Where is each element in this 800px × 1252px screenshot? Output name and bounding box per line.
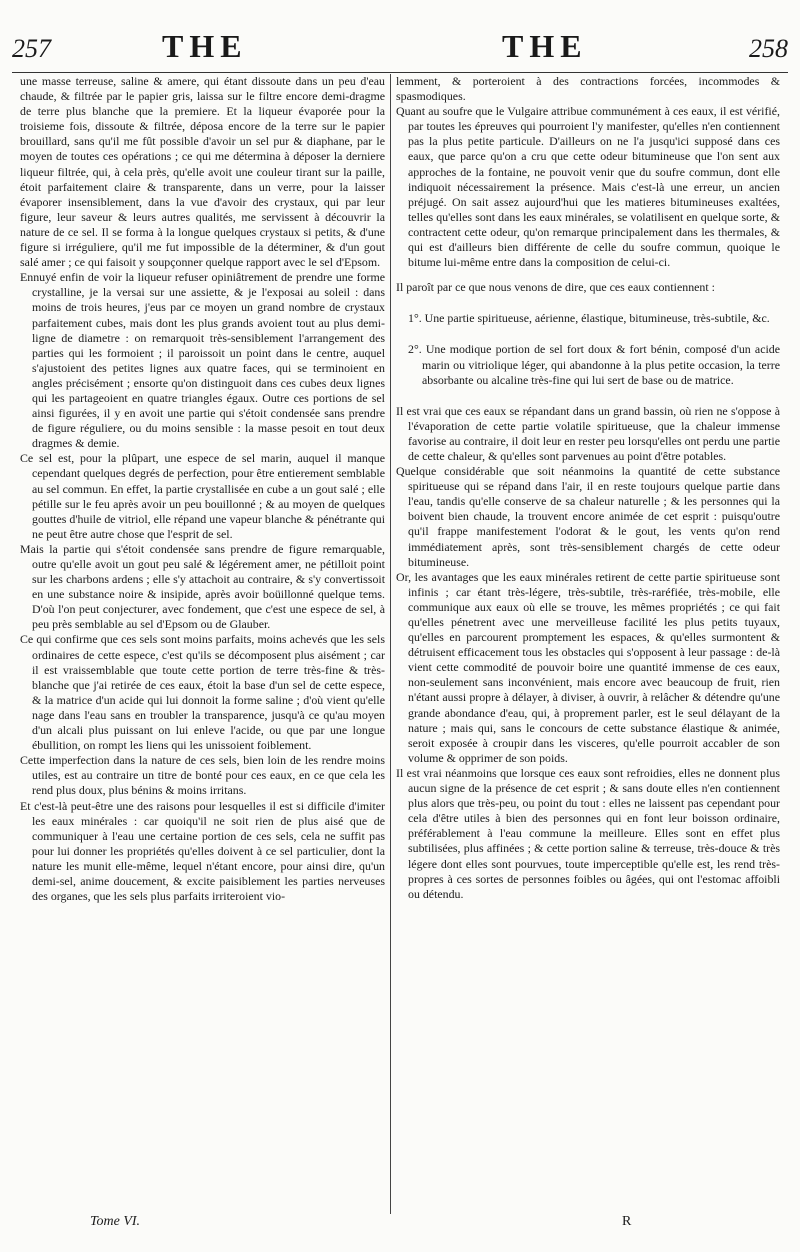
signature-mark: R xyxy=(622,1214,632,1229)
paragraph: Il est vrai que ces eaux se répandant dans un grand bassin, où rien ne s'oppose à l'évaporation de cette partie volatile spiritueuse, que la chaleur immense favorise au contraire, il doit leur en rester peu lorsqu'elles ont perdu une partie de cette chaleur, & qu'elles sont parvenues au point d'être potables. xyxy=(396,403,780,463)
page-number-right: 258 xyxy=(749,34,788,63)
column-divider xyxy=(390,74,391,1214)
paragraph: Mais la partie qui s'étoit condensée sans prendre de figure remarquable, outre qu'elle avoit un gout peu salé & légérement amer, ne pétilloit point sur les charbons ardens ; elle s'y attachoit au contraire, & s'y convertissoit en une substance noire & insipide, après avoir boüillonné quelque tems. D'où l'on peut conjecturer, avec fondement, que c'est une espece de sel, à peu près semblable au sel d'Epsom ou de Glauber. xyxy=(20,541,385,632)
paragraph: Quelque considérable que soit néanmoins la quantité de cette substance spiritueuse qui se répand dans l'air, il en reste toujours quelque partie dans l'eau, tandis qu'elle conserve de sa chaleur naturelle ; & les personnes qui la boivent bien chaude, la trouvent encore animée de cet esprit : puisqu'outre qu'il frappe manifestement l'odorat & le gout, les vents qu'on rend immédiatement après, sont très-sensiblement chargés de cette odeur bitumineuse. xyxy=(396,464,780,569)
page-header xyxy=(12,28,788,73)
volume-label: Tome VI. xyxy=(90,1214,141,1229)
paragraph: Or, les avantages que les eaux minérales retirent de cette partie spiritueuse sont infinis ; car étant très-légere, très-subtile, très-raréfiée, très-mobile, elle communique aux eaux où elle se trouve, les mêmes propriétés ; ce qui fait qu'elles pénetrent avec une merveilleuse facilité les plus petits tuyaux, qu'elles en parcourent promptement les espaces, & qu'elles surmontent & détruisent efficacement tous les obstacles qui s'opposent à leur passage : de-là vient cette commodité de pouvoir boire une quantité immense de ces eaux, non-seulement sans inconvénient, mais encore avec beaucoup de fruit, rien n'étant aussi propre à délayer, à diviser, à ouvrir, à relâcher & détendre qu'une grande abondance d'eau, qui, à proprement parler, est le seul délayant de la nature ; mais qui, sans le concours de cette substance élastique & animée, seroit exposée à croupir dans les visceres, qu'elle pourroit accabler de son volume & opprimer de son poids. xyxy=(396,569,780,765)
paragraph: Il est vrai néanmoins que lorsque ces eaux sont refroidies, elles ne donnent plus aucun signe de la présence de cet esprit ; & sans doute elles n'en contiennent plus alors que très-peu, ou point du tout : elles ne laissent pas cependant pour cela d'être utiles à bien des personnes qui en font leur boisson ordinaire, préférablement à l'eau commune la meilleure. Elles sont en effet plus subtilisées, plus affinées ; & cette portion saline & terreuse, très-douce & très légere dont elles sont pourvues, toute imperceptible qu'elle est, les rend très-propres à ces sortes de personnes foibles ou âgées, qui ont l'estomac affoibli ou détendu. xyxy=(396,765,780,901)
paragraph: lemment, & porteroient à des contractions forcées, incommodes & spasmodiques. xyxy=(396,74,780,104)
paragraph: 2°. Une modique portion de sel fort doux & fort bénin, composé d'un acide marin ou vitriolique léger, qui abandonne à la plus petite occasion, la terre absorbante ou alcaline très-fine qui lui sert de base ou de matrice. xyxy=(408,342,780,387)
paragraph: Ce qui confirme que ces sels sont moins parfaits, moins achevés que les sels ordinaires de cette espece, c'est qu'ils se décomposent plus aisément ; car il est vraissemblable que toute cette portion de terre très-fine & très-blanche que j'ai retirée de ces eaux, étoit la base d'un sel de cette espece, & la matrice d'un acide qui lui donnoit la forme saline ; d'où vient qu'elle nage dans l'eau sans en troubler la transparence, jusqu'à ce qu'au moyen d'un alcali plus puissant on lui enleve l'acide, ou que par une longue ébullition, on rompt les liens qui les unissoient foiblement. xyxy=(20,632,385,753)
running-head-left: THE xyxy=(162,28,248,64)
page-footer xyxy=(12,1214,788,1236)
page-number-left: 257 xyxy=(12,34,51,63)
paragraph: Ce sel est, pour la plûpart, une espece de sel marin, auquel il manque cependant quelques degrés de perfection, pour être entierement semblable au sel commun. En effet, la partie crystallisée en cube a un gout salé ; elle pétille sur le feu après avoir un peu bouillonné ; & au moyen de quelques gouttes d'huile de vitriol, elle répand une vapeur blanche & pénétrante qui ne peut être autre chose que l'esprit de sel. xyxy=(20,451,385,541)
right-column xyxy=(396,74,780,902)
paragraph: Cette imperfection dans la nature de ces sels, bien loin de les rendre moins utiles, est au contraire un titre de bonté pour ces eaux, en ce que cela les rend plus doux, plus bénins & moins irritans. xyxy=(20,753,385,798)
paragraph: 1°. Une partie spiritueuse, aérienne, élastique, bitumineuse, très-subtile, &c. xyxy=(408,311,770,326)
left-column xyxy=(20,74,385,904)
paragraph: Quant au soufre que le Vulgaire attribue communément à ces eaux, il est vérifié, par toutes les épreuves qui pourroient l'y manifester, qu'elles n'en contiennent pas la plus petite particule. D'ailleurs on ne l'a jusqu'ici supposé dans ces eaux, que parce qu'on a cru que cette odeur bitumineuse que l'on sent aux approches de la fontaine, ne pouvoit venir que du soufre commun, dont elle indiquoit nécessairement la présence. Mais c'est-là une erreur, un ancien préjugé. On sait assez aujourd'hui que les matieres bitumineuses exaltées, telles qu'elles sont dans les eaux minérales, se volatilisent en quelque sorte, & contractent cette odeur, qu'on remarque principalement dans les thermales, & qui est d'ailleurs bien différente de celle du soufre commun, quoique le bitume lui-même entre dans la composition de celui-ci. xyxy=(396,104,780,270)
paragraph: une masse terreuse, saline & amere, qui étant dissoute dans un peu d'eau chaude, & filtrée par le papier gris, laissa sur le filtre encore demi-dragme de terre plus blanche que la premiere. Et la liqueur évaporée pour la troisieme fois, dissoute & filtrée, déposa encore de la terre sur le papier brouillard, sans qu'il me fût possible d'avoir un sel pur & diaphane, par le moyen de toutes ces opérations ; ce qui me détermina à déposer la derniere liqueur filtrée, qui, à cela près, qu'elle avoit une couleur tirant sur la paille, étoit parfaitement claire & transparente, dans un verre, pour la laisser évaporer insensiblement, dans la vue d'avoir des crystaux, qui par leur figure, leur saveur & leurs autres qualités, me servissent à découvrir la nature de ce sel. Il se forma à la longue quelques crystaux si petits, & d'une figure si irréguliere, qu'il me fut impossible de la déterminer, & d'un gout salé amer ; ce qui faisoit y soupçonner quelque rapport avec le sel d'Epsom. xyxy=(20,74,385,270)
paragraph: Ennuyé enfin de voir la liqueur refuser opiniâtrement de prendre une forme crystalline, je la versai sur une assiette, & je l'exposai au soleil : dans moins de trois heures, j'eus par ce moyen un grand nombre de crystaux parfaitement cubes, mais dont les plus grands avoient tout au plus demi-ligne de diametre : on remarquoit très-sensiblement l'arrangement des parties qui les formoient ; il paroissoit un point dans le centre, auquel s'ajustoient des petites lignes aux quatre faces, qui se terminoient en angles précisément ; ensorte qu'on distinguoit dans ces cubes deux lignes qui les partageoient en quatre triangles égaux. Outre ces portions de sel ainsi figurées, il y en avoit une partie qui s'étoit condensée sans prendre de figure réguliere, ou du moins sensible : la masse pesoit en tout deux dragmes & demie. xyxy=(20,270,385,451)
paragraph: Il paroît par ce que nous venons de dire, que ces eaux contiennent : xyxy=(396,280,715,295)
paragraph: Et c'est-là peut-être une des raisons pour lesquelles il est si difficile d'imiter les eaux minérales : car quoiqu'il ne soit rien de plus aisé que de communiquer à l'eau une certaine portion de ces sels, cela ne suffit pas pour lui donner les propriétés qu'elles doivent à ce sel particulier, dont la nature les munit elle-même, lequel n'étant encore, pour ainsi dire, qu'un demi-sel, anime doucement, & excite paisiblement les parties nerveuses des organes, que les sels plus parfaits irriteroient vio- xyxy=(20,798,385,904)
running-head-right: THE xyxy=(502,28,588,64)
